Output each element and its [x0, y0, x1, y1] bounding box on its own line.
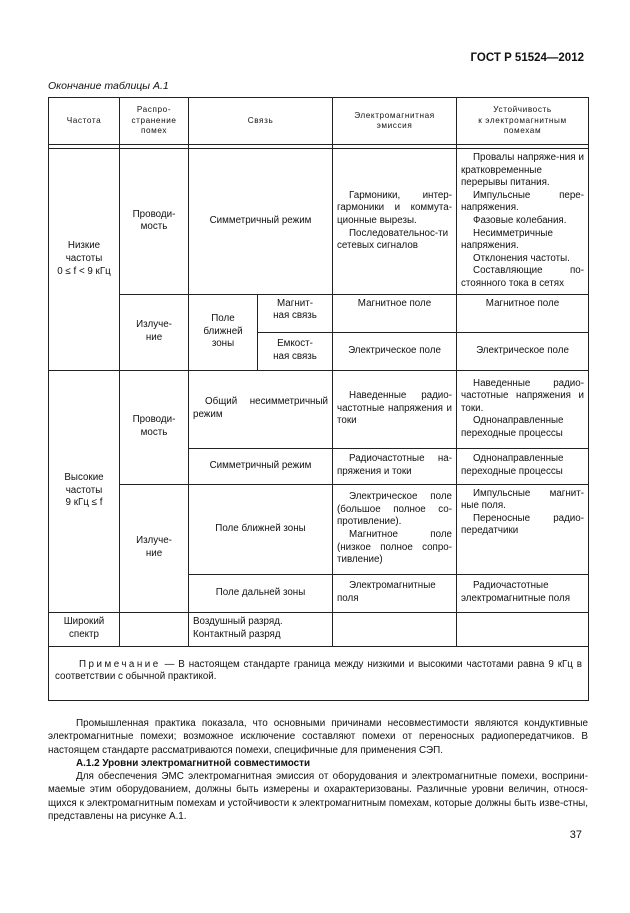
table-row	[49, 484, 589, 574]
common-mode-immunity: Наведенные радио-частотные напряжения и токи. Однонаправленные переходные процессы	[457, 370, 589, 448]
table-row	[49, 612, 589, 646]
near-field-cell: Поле ближней зоны	[189, 294, 258, 370]
low-frequency-cell: Низкие частоты 0 ≤ f < 9 кГц	[49, 149, 120, 371]
body-text	[48, 717, 588, 823]
table-row	[49, 370, 589, 448]
table-header-row	[49, 98, 589, 145]
header-emission: Электромагнитная эмиссия	[333, 98, 457, 145]
symmetric-mode-immunity: Однонаправленные переходные процессы	[457, 448, 589, 484]
far-field-emission: Электромагнитные поля	[333, 574, 457, 612]
paragraph: Для обеспечения ЭМС электромагнитная эмиссия от оборудования и электромагнитные помехи, восприни-маемые этим оборудованием, должны быть измерены и охарактеризованы. Различные уровни величин, относя-щихся к электромагнитным помехам и устойчивости к электромагнитным помехам, которые должны быть изве-стны, представлены на рисунке А.1.	[48, 771, 588, 823]
header-immunity: Устойчивость к электромагнитным помехам	[457, 98, 589, 145]
table-row	[49, 294, 589, 332]
near-field-immunity: Импульсные магнит-ные поля. Переносные радио-передатчики	[457, 484, 589, 574]
far-field-link: Поле дальней зоны	[189, 574, 333, 612]
common-mode-link: Общий несимметричный режим	[189, 370, 333, 448]
wide-spectrum-propagation	[120, 612, 189, 646]
discharge-cell: Воздушный разряд. Контактный разряд	[189, 612, 333, 646]
table-note	[49, 646, 589, 700]
magnetic-emission-cell: Магнитное поле	[333, 294, 457, 332]
low-conduction-emission: Гармоники, интер-гармоники и коммута-ционные вырезы. Последовательнос-ти сетевых сигналов	[333, 149, 457, 295]
low-conduction-cell: Проводи- мость	[120, 149, 189, 295]
wide-spectrum-immunity	[457, 612, 589, 646]
header-propagation: Распро- странение помех	[120, 98, 189, 145]
capacitive-emission-cell: Электрическое поле	[333, 332, 457, 370]
table-row	[49, 149, 589, 295]
low-radiation-cell: Излуче- ние	[120, 294, 189, 370]
symmetric-mode-emission: Радиочастотные на-пряжения и токи	[333, 448, 457, 484]
common-mode-emission: Наведенные радио-частотные напряжения и токи	[333, 370, 457, 448]
near-field-emission: Электрическое поле (большое полное со-противление). Магнитное поле (низкое полное сопро-тивление)	[333, 484, 457, 574]
note-label: Примечание	[79, 658, 161, 670]
paragraph: Промышленная практика показала, что основными причинами несовместимости являются кондуктивные электромагнитные помехи; возможное исключение составляют помехи от переносных радиопередатчиков. В настоящем стандарте рассматриваются помехи, специфичные для применения СЭП.	[48, 718, 588, 756]
note-text: — В настоящем стандарте граница между низкими и высокими частотами равна 9 кГц в соответствии с обычной практикой.	[55, 658, 582, 683]
wide-spectrum-cell: Широкий спектр	[49, 612, 120, 646]
capacitive-coupling-cell: Емкост- ная связь	[258, 332, 333, 370]
symmetric-mode-link: Симметричный режим	[189, 448, 333, 484]
high-radiation-cell: Излуче- ние	[120, 484, 189, 612]
section-heading: А.1.2 Уровни электромагнитной совместимости	[76, 757, 311, 769]
high-frequency-cell: Высокие частоты 9 кГц ≤ f	[49, 370, 120, 612]
page-number: 37	[569, 829, 582, 841]
magnetic-immunity-cell: Магнитное поле	[457, 294, 589, 332]
table-note-row	[49, 646, 589, 700]
emc-phenomena-table	[48, 97, 589, 701]
near-field-link: Поле ближней зоны	[189, 484, 333, 574]
table-continuation-caption: Окончание таблицы А.1	[48, 80, 169, 92]
low-conduction-link: Симметричный режим	[189, 149, 333, 295]
far-field-immunity: Радиочастотные электромагнитные поля	[457, 574, 589, 612]
standard-number: ГОСТ Р 51524—2012	[470, 52, 584, 64]
low-conduction-immunity: Провалы напряже-ния и кратковременные перерывы питания. Импульсные пере-напряжения. Фазовые колебания. Несимметричные напряжения. Отклонения частоты. Составляющие по-стоянного тока в сетях	[457, 149, 589, 295]
high-conduction-cell: Проводи- мость	[120, 370, 189, 484]
header-coupling: Связь	[189, 98, 333, 145]
capacitive-immunity-cell: Электрическое поле	[457, 332, 589, 370]
wide-spectrum-emission	[333, 612, 457, 646]
magnetic-coupling-cell: Магнит- ная связь	[258, 294, 333, 332]
header-frequency: Частота	[49, 98, 120, 145]
